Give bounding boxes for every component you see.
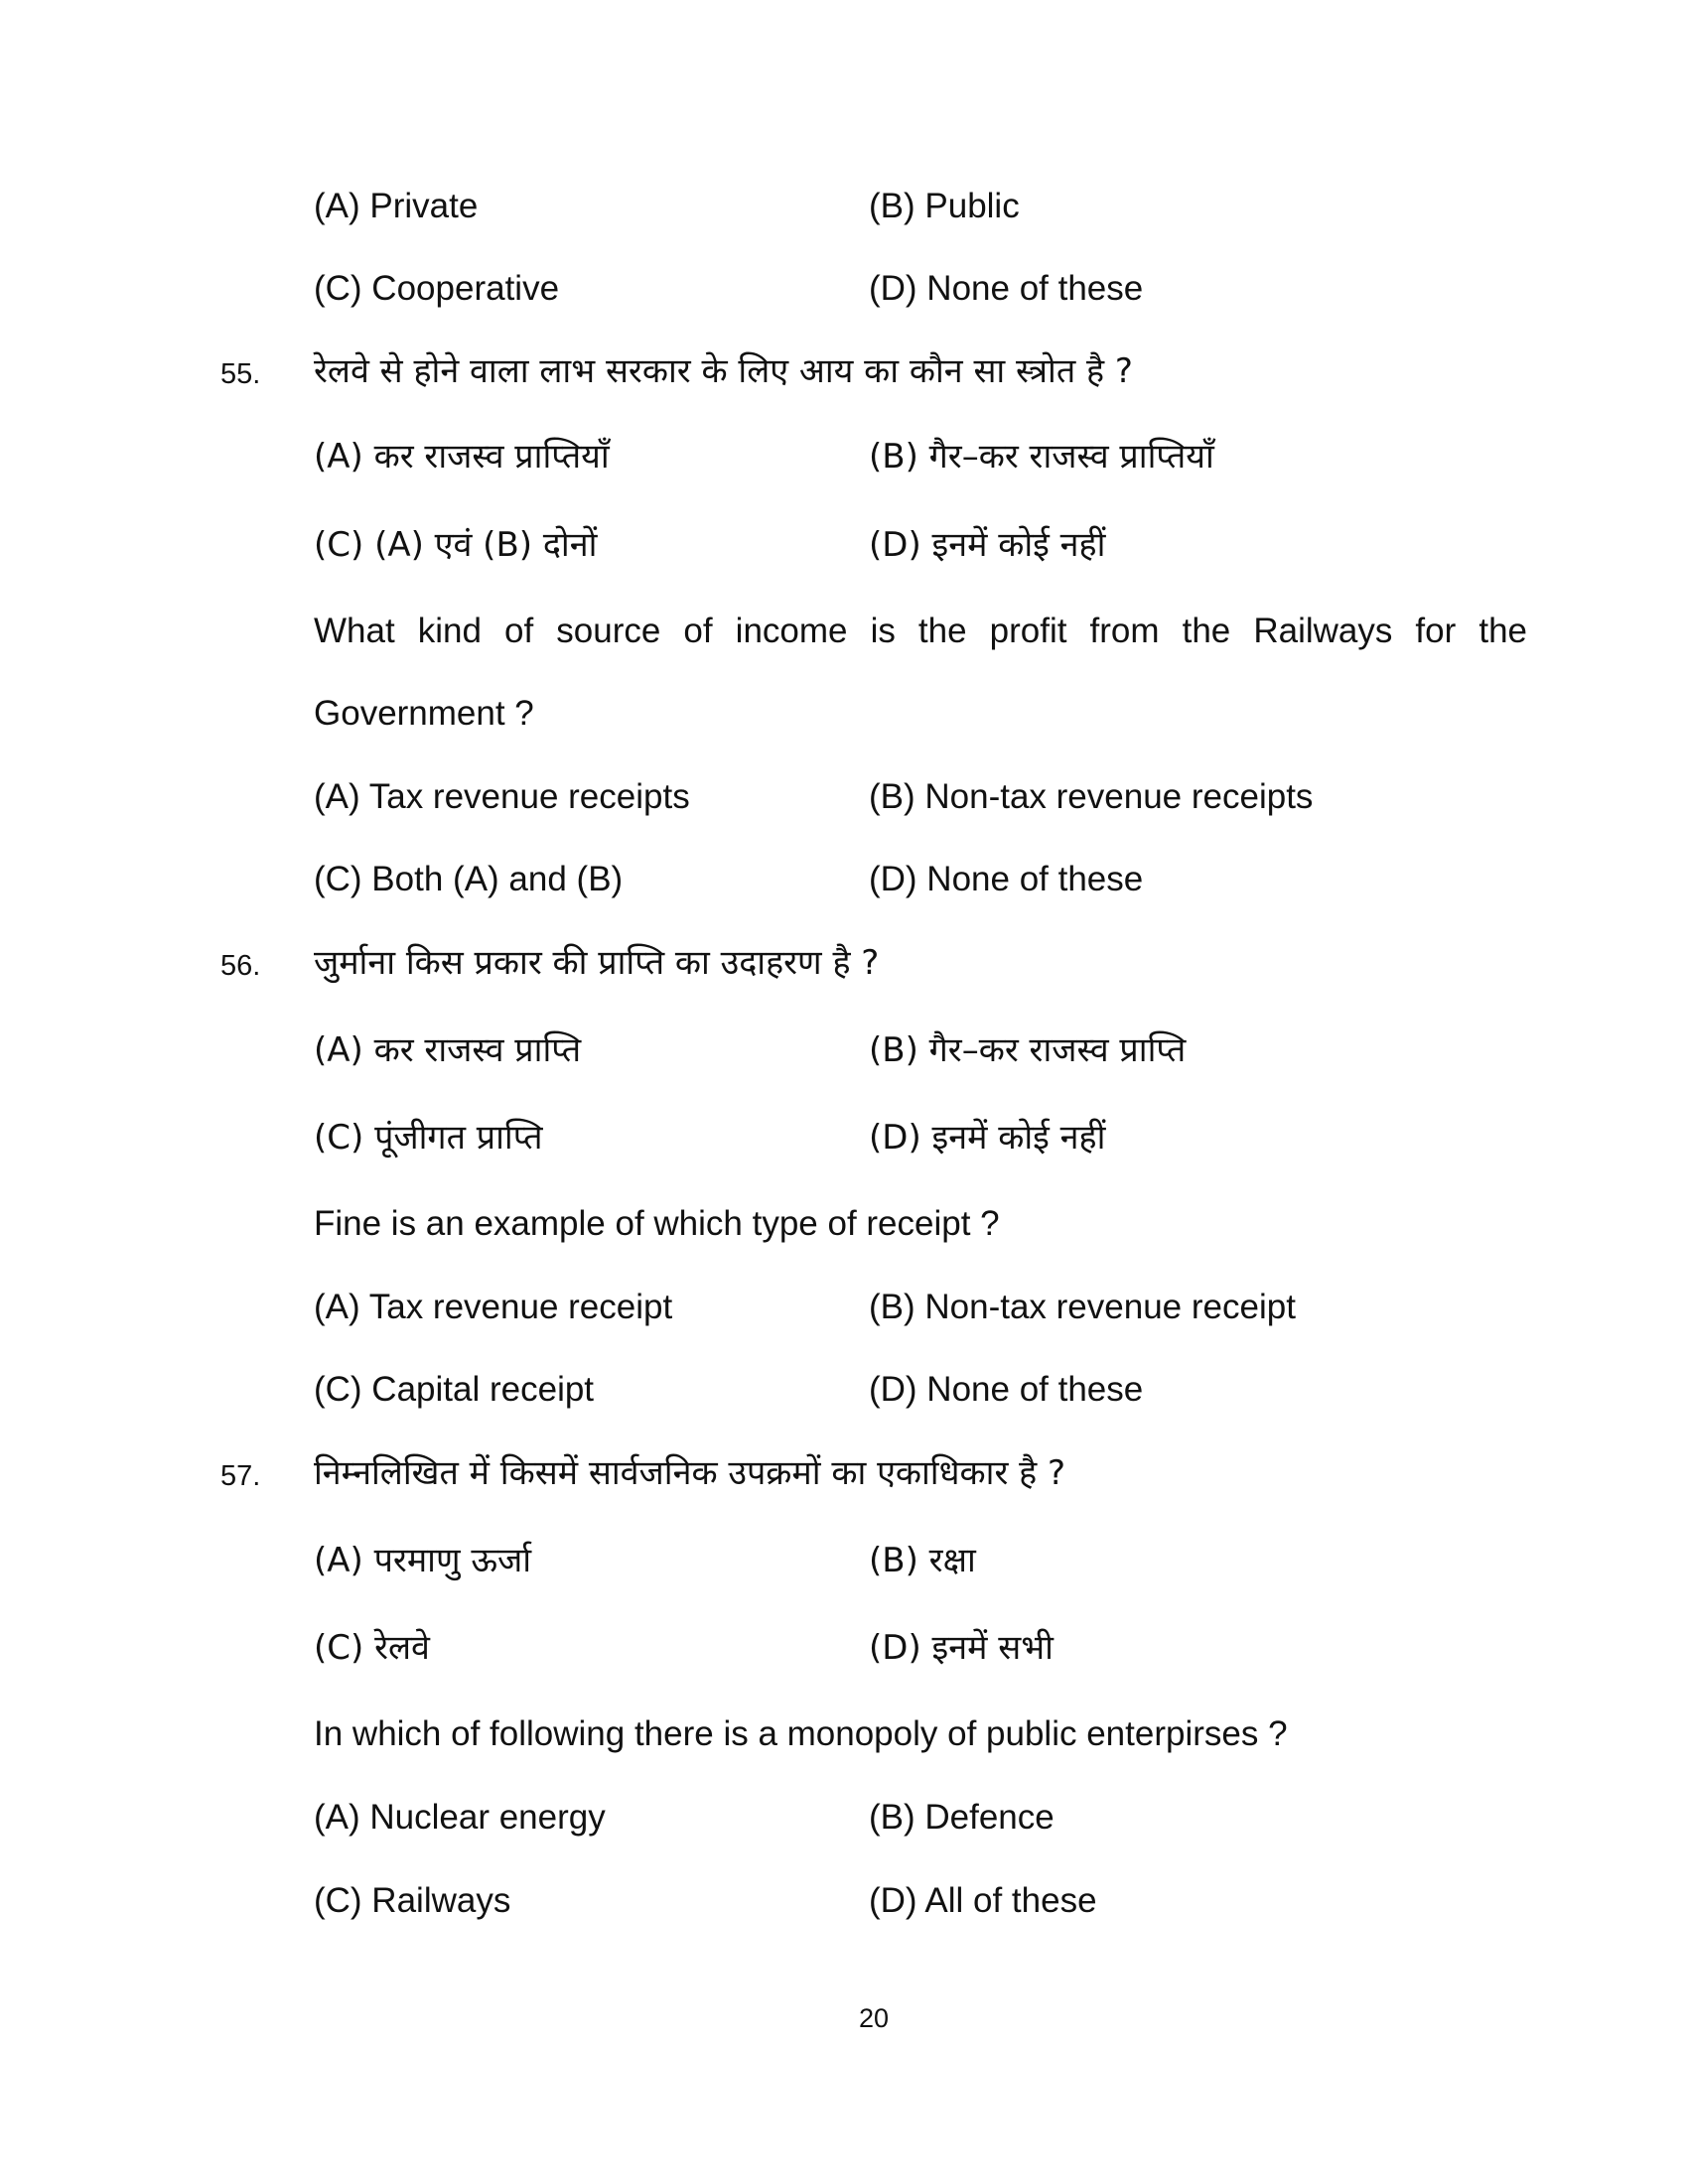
q57-hindi-option-b: (B) रक्षा [869, 1541, 976, 1580]
q56-hindi-option-b: (B) गैर–कर राजस्व प्राप्ति [869, 1030, 1187, 1070]
q55-english-question-line2: Government ? [314, 694, 534, 733]
q56-hindi-option-c: (C) पूंजीगत प्राप्ति [314, 1118, 543, 1158]
q57-english-option-b: (B) Defence [869, 1798, 1055, 1837]
q56-hindi-option-a: (A) कर राजस्व प्राप्ति [314, 1030, 582, 1070]
q55-hindi-question: रेलवे से होने वाला लाभ सरकार के लिए आय का कौन सा स्त्रोत है ? [314, 351, 1133, 391]
q57-english-question: In which of following there is a monopoly of public enterpirses ? [314, 1714, 1288, 1753]
q55-english-option-d: (D) None of these [869, 860, 1144, 898]
page-number: 20 [858, 2003, 890, 2033]
q55-number: 55. [220, 358, 261, 390]
q55-hindi-option-a: (A) कर राजस्व प्राप्तियाँ [314, 437, 610, 477]
q57-number: 57. [220, 1460, 261, 1492]
q57-english-option-d: (D) All of these [869, 1881, 1097, 1920]
q55-english-option-b: (B) Non-tax revenue receipts [869, 777, 1314, 816]
q54-option-d: (D) None of these [869, 269, 1144, 308]
q56-hindi-question: जुर्माना किस प्रकार की प्राप्ति का उदाहरण है ? [314, 943, 880, 983]
q57-english-option-a: (A) Nuclear energy [314, 1798, 606, 1837]
q56-english-option-a: (A) Tax revenue receipt [314, 1288, 673, 1326]
q56-english-option-d: (D) None of these [869, 1370, 1144, 1409]
q54-option-b: (B) Public [869, 187, 1020, 225]
q56-english-question: Fine is an example of which type of receipt ? [314, 1204, 1000, 1243]
q55-english-option-a: (A) Tax revenue receipts [314, 777, 690, 816]
q55-english-question-line1: What kind of source of income is the profit from the Railways for the [314, 612, 1527, 650]
q57-english-option-c: (C) Railways [314, 1881, 511, 1920]
q57-hindi-option-a: (A) परमाणु ऊर्जा [314, 1541, 532, 1580]
q56-hindi-option-d: (D) इनमें कोई नहीं [869, 1118, 1106, 1158]
q56-english-option-b: (B) Non-tax revenue receipt [869, 1288, 1296, 1326]
q56-english-option-c: (C) Capital receipt [314, 1370, 595, 1409]
q54-option-a: (A) Private [314, 187, 479, 225]
q55-hindi-option-b: (B) गैर–कर राजस्व प्राप्तियाँ [869, 437, 1214, 477]
q57-hindi-option-c: (C) रेलवे [314, 1628, 430, 1668]
q55-english-option-c: (C) Both (A) and (B) [314, 860, 624, 898]
q56-number: 56. [220, 950, 261, 982]
q57-hindi-option-d: (D) इनमें सभी [869, 1628, 1054, 1668]
q57-hindi-question: निम्नलिखित में किसमें सार्वजनिक उपक्रमों का एकाधिकार है ? [314, 1453, 1066, 1493]
q55-hindi-option-c: (C) (A) एवं (B) दोनों [314, 525, 598, 565]
q55-hindi-option-d: (D) इनमें कोई नहीं [869, 525, 1106, 565]
q54-option-c: (C) Cooperative [314, 269, 560, 308]
